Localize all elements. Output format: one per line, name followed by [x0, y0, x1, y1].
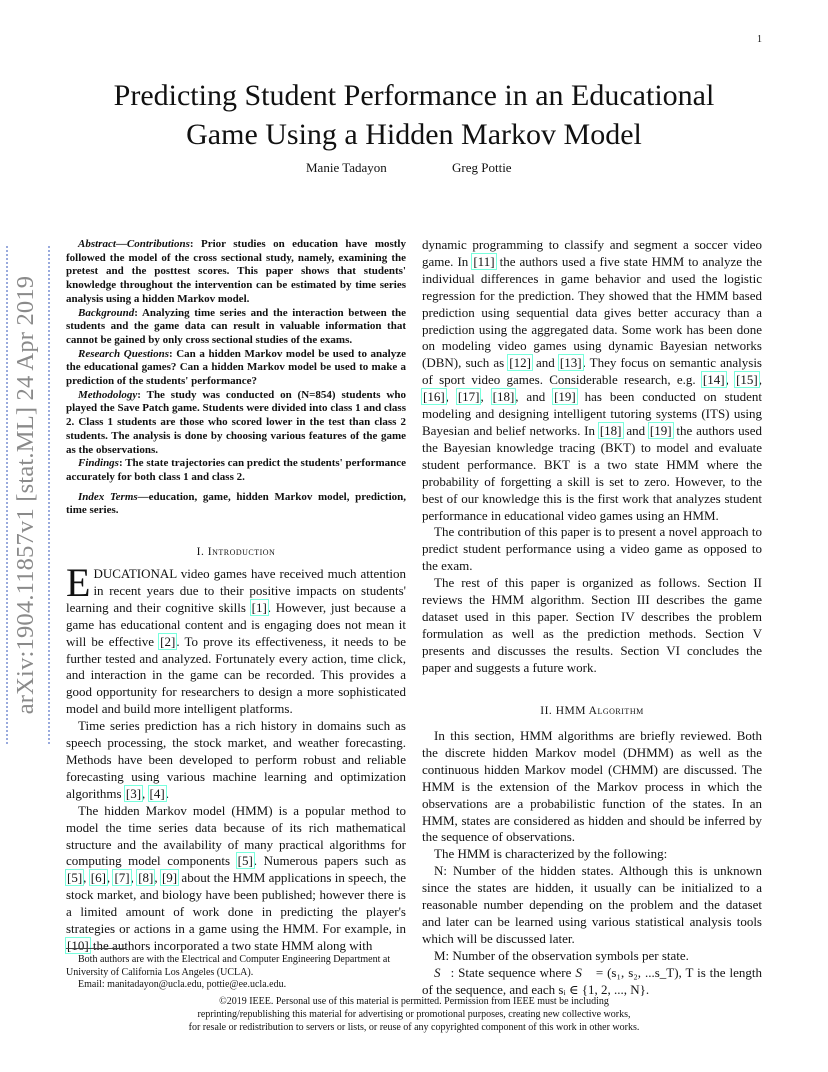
citation-link[interactable]: [12] [509, 355, 531, 371]
citation-link[interactable]: [14] [702, 372, 725, 388]
citation-link[interactable]: [7] [114, 870, 130, 886]
citation-link[interactable]: [18] [492, 389, 515, 405]
citation-link[interactable]: [5] [67, 870, 83, 886]
hmm-paragraph-2: The HMM is characterized by the following: [434, 846, 668, 862]
citation-link[interactable]: [17] [457, 389, 480, 405]
citation-link[interactable]: [10] [67, 937, 89, 953]
paper-title [40, 76, 788, 154]
citation-link[interactable]: [4] [149, 785, 165, 801]
citation-link[interactable]: [19] [649, 422, 672, 438]
title-line-2: Game Using a Hidden Markov Model [186, 118, 642, 151]
citation-link[interactable]: [6] [90, 870, 106, 886]
abstract-label: Abstract [78, 238, 116, 250]
citation-link[interactable]: [8] [138, 870, 154, 886]
citation-link[interactable]: [1] [251, 599, 267, 615]
footnote: Both authors are with the Electrical and Computer Engineering Department at University of California Los Angeles (UCLA). Email: manitadayon@ucla.edu, pottie@ee.ucla.edu. [66, 954, 391, 991]
title-line-1: Predicting Student Performance in an Educational [113, 79, 715, 112]
page-number: 1 [757, 34, 762, 45]
section-2-heading: II. HMM Algorithm [540, 705, 644, 717]
introduction-body [66, 560, 407, 955]
author-2: Greg Pottie [452, 160, 512, 175]
abstract-background: Background: Analyzing time series and the interaction between the students and the game data can result in valuable information that cannot be gained by only cross sectional studies of the exams. [66, 306, 406, 346]
right-paragraph-1: dynamic programming to classify and segment a soccer video game. In [11] the authors used a five state HMM to analyze the individual differences in game behavior and used the logistic regression for the prediction. They showed that the HMM based prediction using sequential data gives better accuracy than a prediction using the aggregated data. Some work has been done on modeling video games using dynamic Bayesian networks (DBN), such as [12] and [13]. They focus on semantic analysis of sport video games. Considerable research, e.g. [14], [15], [16], [17], [18], and [19] has been conducted on student modeling and designing intelligent tutoring systems (ITS) using Bayesian and belief networks. In [18] and [19] the authors used the Bayesian knowledge tracing (BKT) to model and evaluate student performance. BKT is a two state HMM where the probability of forgetting a skill is set to zero. However, to the best of our knowledge this is the first work that analyzes student performance in educational video games using an HMM. [422, 237, 763, 523]
author-1: Manie Tadayon [306, 160, 387, 175]
citation-link[interactable]: [15] [736, 372, 758, 388]
abstract [66, 238, 406, 518]
citation-link[interactable]: [18] [599, 422, 622, 438]
citation-link[interactable]: [11] [473, 253, 495, 269]
hmm-paragraph-4: M: Number of the observation symbols per state. [434, 947, 689, 963]
citation-link[interactable]: [19] [554, 389, 576, 405]
citation-link[interactable]: [9] [161, 870, 178, 886]
copyright-notice: ©2019 IEEE. Personal use of this material is permitted. Permission from IEEE must be including reprinting/republishing this material for advertising or promotional purposes, creating new collective works, for resale or redistribution to servers or lists, or reuse of any copyrighted component of this work in other works. [188, 996, 640, 1033]
citation-link[interactable]: [3] [125, 785, 142, 801]
abstract-research-questions: Research Questions: Can a hidden Markov model be used to analyze the educational games? Can a hidden Markov model be used to make a prediction of the students' performance? [66, 347, 406, 388]
abstract-findings: Findings: The state trajectories can predict the students' performance accurately for both class 1 and class 2. [66, 457, 406, 483]
arxiv-stamp-text[interactable]: arXiv:1904.11857v1 [stat.ML] 24 Apr 2019 [12, 275, 39, 715]
citation-link[interactable]: [5] [237, 853, 253, 869]
hmm-paragraph-3: N: Number of the hidden states. Although this is unknown since the states are hidden, it usually can be initialized to a reasonable number depending on the problem and the dataset and later can be learned using various statistical analysis tools which will be discussed later. [422, 863, 762, 946]
abstract-contributions: Abstract—Contributions: Prior studies on education have mostly followed the model of the cross sectional study, namely, examining the pretest and the posttest scores. This paper shows that students' knowledge throughout the intervention can be estimated by time series analysis using a hidden Markov model. [66, 238, 406, 305]
right-paragraph-3: The rest of this paper is organized as follows. Section II reviews the HMM algorithm. Section III describes the game dataset used in this paper. Section IV describes the problem formulation as well as the prediction methods. Section V presents and discusses the results. Section VI concludes the paper and suggests a future work. [422, 575, 762, 675]
citation-link[interactable]: [16] [423, 389, 445, 405]
drop-cap: E [66, 560, 91, 605]
hmm-section-body [422, 728, 762, 999]
footnote-rule [66, 948, 126, 949]
intro-paragraph-2: Time series prediction has a rich history in domains such as speech processing, the stock market, and weather forecasting. Methods have been developed to perform robust and reliable forecasting using various machine learning and optimization algorithms [3], [4]. [66, 718, 406, 801]
index-terms: Index Terms—education, game, hidden Markov model, prediction, time series. [66, 490, 406, 517]
state-vector-symbol: S⃗ [434, 964, 451, 980]
abstract-methodology: Methodology: The study was conducted on (N=854) students who played the Save Patch game. Students were divided into class 1 and class 2. Class 1 students are those who scored lower in the test than class 2 students. The analysis is done by choosing various features of the game as the observations. [66, 388, 406, 456]
right-paragraph-2: The contribution of this paper is to present a novel approach to predict student performance using a video game as opposed to the exam. [422, 524, 762, 574]
intro-paragraph-3: The hidden Markov model (HMM) is a popular method to model the time series data because of its rich mathematical structure and the availability of many practical algorithms for computing model components [5]. Numerous papers such as [5], [6], [7], [8], [9] about the HMM applications in speech, the stock market, and biology have been published; however there is a limited amount of work done in predicting the player's strategies or actions in a game using the HMM. For example, in [10] the authors incorporated a two state HMM along with [66, 802, 407, 953]
citation-link[interactable]: [13] [559, 355, 582, 371]
hmm-paragraph-5: S⃗: State sequence where S⃗ = (s₁, s₂, ...s_T), T is the length of the sequence, and each sᵢ ∈ {1, 2, ..., N}. [422, 964, 762, 997]
arxiv-stamp[interactable] [2, 246, 50, 744]
section-1-heading: I. Introduction [196, 546, 276, 558]
contributions-label: Contributions [126, 238, 190, 250]
intro-paragraph-1: EDUCATIONAL video games have received much attention in recent years due to their positive impacts on students' learning and their cognitive skills [1]. However, just because a game has educational content and is engaging does not mean it will be effective [2]. To prove its effectiveness, it needs to be further tested and analyzed. Fortunately every action, time click, and interaction in the game can be recorded. This provides a good opportunity for researchers to design a more sophisticated model and build more intelligent platforms. [66, 560, 406, 717]
right-column-body [422, 237, 762, 677]
citation-link[interactable]: [2] [160, 633, 176, 649]
hmm-paragraph-1: In this section, HMM algorithms are briefly reviewed. Both the discrete hidden Markov model (DHMM) as well as the continuous hidden Markov model (CHMM) are discussed. The HMM is the extension of the Markov process in which the observations are a probabilistic function of the states. In an HMM, states are considered as hidden and should be inferred by the sequence of observations. [422, 728, 762, 845]
